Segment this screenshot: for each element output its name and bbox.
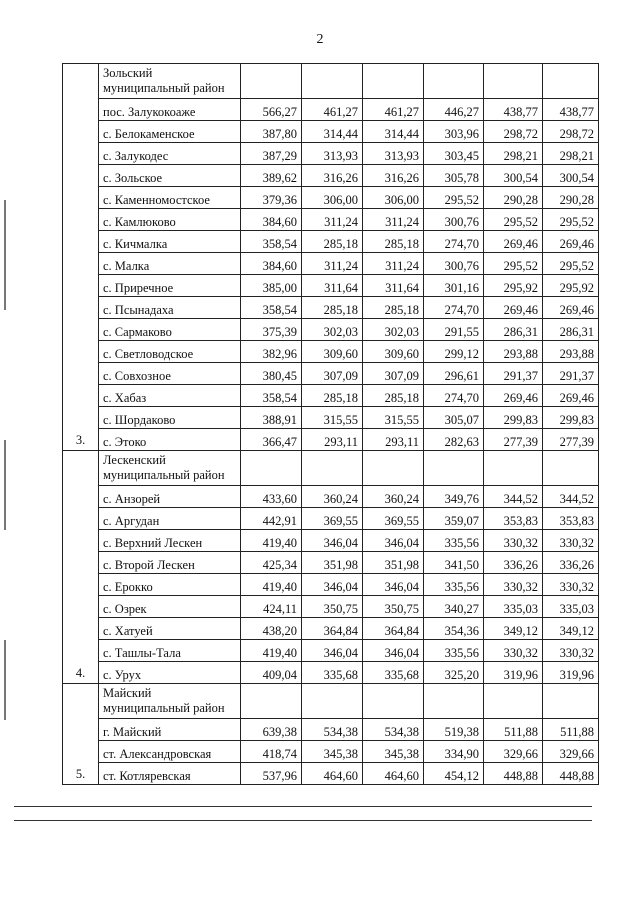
table-row	[63, 143, 599, 165]
tariff-value: 295,92	[484, 275, 543, 297]
tariff-value: 309,60	[302, 341, 363, 363]
tariff-value: 409,04	[241, 662, 302, 684]
tariff-value: 295,52	[484, 209, 543, 231]
section-title: Майский муниципальный район	[99, 684, 241, 719]
tariff-value: 306,00	[302, 187, 363, 209]
tariff-value: 330,32	[543, 574, 599, 596]
tariff-value: 354,36	[424, 618, 484, 640]
tariff-value: 353,83	[543, 508, 599, 530]
settlement-name: с. Этоко	[99, 429, 241, 451]
tariff-value: 269,46	[484, 231, 543, 253]
section-number: 4.	[63, 451, 99, 684]
empty-cell	[484, 64, 543, 99]
empty-cell	[241, 64, 302, 99]
tariff-value: 351,98	[363, 552, 424, 574]
tariff-value: 307,09	[302, 363, 363, 385]
tariff-value: 639,38	[241, 719, 302, 741]
tariff-value: 285,18	[302, 385, 363, 407]
settlement-name: пос. Залукокоаже	[99, 99, 241, 121]
tariff-value: 385,00	[241, 275, 302, 297]
tariff-value: 438,20	[241, 618, 302, 640]
empty-cell	[363, 684, 424, 719]
tariff-value: 330,32	[543, 530, 599, 552]
tariff-value: 448,88	[484, 763, 543, 785]
scan-rule	[14, 820, 592, 821]
tariff-value: 464,60	[363, 763, 424, 785]
table-row	[63, 574, 599, 596]
settlement-name: с. Ташлы-Тала	[99, 640, 241, 662]
tariff-value: 511,88	[543, 719, 599, 741]
tariff-value: 300,76	[424, 209, 484, 231]
tariff-value: 285,18	[363, 297, 424, 319]
tariff-value: 329,66	[543, 741, 599, 763]
tariff-value: 313,93	[302, 143, 363, 165]
settlement-name: г. Майский	[99, 719, 241, 741]
tariff-value: 358,54	[241, 231, 302, 253]
table-row	[63, 341, 599, 363]
tariff-value: 315,55	[302, 407, 363, 429]
table-row	[63, 319, 599, 341]
tariff-value: 380,45	[241, 363, 302, 385]
empty-cell	[424, 684, 484, 719]
tariff-value: 285,18	[363, 385, 424, 407]
tariff-value: 285,18	[302, 231, 363, 253]
settlement-name: ст. Котляревская	[99, 763, 241, 785]
tariff-value: 269,46	[484, 297, 543, 319]
tariff-value: 387,80	[241, 121, 302, 143]
tariff-value: 319,96	[543, 662, 599, 684]
tariff-value: 336,26	[543, 552, 599, 574]
empty-cell	[543, 684, 599, 719]
table-row	[63, 429, 599, 451]
tariff-value: 269,46	[543, 231, 599, 253]
tariff-value: 269,46	[543, 385, 599, 407]
tariff-value: 511,88	[484, 719, 543, 741]
tariff-value: 298,21	[484, 143, 543, 165]
tariff-value: 277,39	[484, 429, 543, 451]
tariff-value: 300,76	[424, 253, 484, 275]
table-row	[63, 231, 599, 253]
empty-cell	[424, 64, 484, 99]
tariff-value: 303,45	[424, 143, 484, 165]
tariff-value: 277,39	[543, 429, 599, 451]
tariff-value: 298,72	[484, 121, 543, 143]
tariff-value: 336,26	[484, 552, 543, 574]
table-row	[63, 719, 599, 741]
tariff-value: 419,40	[241, 574, 302, 596]
table-row	[63, 763, 599, 785]
table-row	[63, 187, 599, 209]
tariff-value: 299,83	[543, 407, 599, 429]
settlement-name: с. Кичмалка	[99, 231, 241, 253]
table-row	[63, 618, 599, 640]
table-row	[63, 121, 599, 143]
tariff-value: 335,68	[363, 662, 424, 684]
empty-cell	[484, 684, 543, 719]
tariff-value: 340,27	[424, 596, 484, 618]
table-row	[63, 407, 599, 429]
tariff-value: 387,29	[241, 143, 302, 165]
tariff-value: 291,37	[484, 363, 543, 385]
tariff-value: 269,46	[484, 385, 543, 407]
settlement-name: с. Зольское	[99, 165, 241, 187]
tariff-value: 274,70	[424, 297, 484, 319]
settlement-name: с. Приречное	[99, 275, 241, 297]
tariff-value: 305,78	[424, 165, 484, 187]
settlement-name: с. Анзорей	[99, 486, 241, 508]
empty-cell	[302, 684, 363, 719]
tariff-value: 298,72	[543, 121, 599, 143]
tariff-value: 335,03	[543, 596, 599, 618]
tariff-value: 311,24	[363, 253, 424, 275]
tariff-value: 353,83	[484, 508, 543, 530]
tariff-value: 314,44	[302, 121, 363, 143]
tariff-value: 285,18	[363, 231, 424, 253]
tariff-value: 293,88	[484, 341, 543, 363]
section-number: 5.	[63, 684, 99, 785]
tariff-value: 360,24	[363, 486, 424, 508]
settlement-name: с. Аргудан	[99, 508, 241, 530]
tariff-value: 345,38	[363, 741, 424, 763]
section-header-row	[63, 684, 599, 719]
tariff-value: 286,31	[484, 319, 543, 341]
section-number: 3.	[63, 64, 99, 451]
empty-cell	[363, 64, 424, 99]
tariff-value: 418,74	[241, 741, 302, 763]
empty-cell	[302, 451, 363, 486]
table-row	[63, 385, 599, 407]
tariff-value: 330,32	[484, 530, 543, 552]
settlement-name: с. Хатуей	[99, 618, 241, 640]
tariff-value: 369,55	[363, 508, 424, 530]
settlement-name: с. Псынадаха	[99, 297, 241, 319]
tariff-value: 335,03	[484, 596, 543, 618]
tariff-value: 384,60	[241, 253, 302, 275]
tariff-value: 285,18	[302, 297, 363, 319]
table-row	[63, 165, 599, 187]
tariff-value: 325,20	[424, 662, 484, 684]
tariff-value: 295,52	[543, 253, 599, 275]
tariff-value: 311,64	[302, 275, 363, 297]
tariff-value: 291,55	[424, 319, 484, 341]
table-row	[63, 640, 599, 662]
tariff-value: 360,24	[302, 486, 363, 508]
empty-cell	[484, 451, 543, 486]
scan-edge-mark	[4, 200, 6, 310]
tariff-value: 335,56	[424, 574, 484, 596]
empty-cell	[543, 64, 599, 99]
settlement-name: с. Светловодское	[99, 341, 241, 363]
tariff-value: 461,27	[363, 99, 424, 121]
tariff-value: 299,83	[484, 407, 543, 429]
tariff-value: 384,60	[241, 209, 302, 231]
tariff-value: 330,32	[484, 640, 543, 662]
tariff-value: 346,04	[363, 640, 424, 662]
tariff-value: 346,04	[302, 574, 363, 596]
tariff-value: 309,60	[363, 341, 424, 363]
empty-cell	[363, 451, 424, 486]
tariff-value: 534,38	[363, 719, 424, 741]
tariff-value: 419,40	[241, 640, 302, 662]
tariff-value: 350,75	[363, 596, 424, 618]
table-row	[63, 209, 599, 231]
settlement-name: с. Совхозное	[99, 363, 241, 385]
tariff-value: 314,44	[363, 121, 424, 143]
tariff-value: 335,56	[424, 530, 484, 552]
tariff-value: 293,88	[543, 341, 599, 363]
tariff-value: 274,70	[424, 231, 484, 253]
table-row	[63, 275, 599, 297]
tariff-value: 389,62	[241, 165, 302, 187]
tariff-value: 366,47	[241, 429, 302, 451]
tariff-value: 382,96	[241, 341, 302, 363]
table-row	[63, 741, 599, 763]
tariff-value: 341,50	[424, 552, 484, 574]
tariff-value: 464,60	[302, 763, 363, 785]
tariff-value: 316,26	[302, 165, 363, 187]
tariff-value: 311,24	[302, 253, 363, 275]
section-title: Лескенский муниципальный район	[99, 451, 241, 486]
settlement-name: с. Второй Лескен	[99, 552, 241, 574]
tariff-value: 433,60	[241, 486, 302, 508]
settlement-name: с. Верхний Лескен	[99, 530, 241, 552]
tariff-value: 537,96	[241, 763, 302, 785]
tariff-value: 334,90	[424, 741, 484, 763]
empty-cell	[302, 64, 363, 99]
tariff-value: 425,34	[241, 552, 302, 574]
settlement-name: с. Шордаково	[99, 407, 241, 429]
settlement-name: с. Залукодес	[99, 143, 241, 165]
tariff-value: 295,52	[424, 187, 484, 209]
table-row	[63, 99, 599, 121]
tariff-value: 315,55	[363, 407, 424, 429]
tariff-value: 307,09	[363, 363, 424, 385]
tariff-value: 349,12	[484, 618, 543, 640]
tariff-value: 300,54	[484, 165, 543, 187]
tariff-value: 438,77	[543, 99, 599, 121]
tariff-value: 358,54	[241, 385, 302, 407]
tariff-value: 346,04	[363, 530, 424, 552]
tariff-value: 302,03	[302, 319, 363, 341]
page-number: 2	[316, 32, 324, 47]
empty-cell	[543, 451, 599, 486]
tariff-value: 330,32	[484, 574, 543, 596]
table-row	[63, 486, 599, 508]
tariff-value: 566,27	[241, 99, 302, 121]
tariff-value: 311,24	[363, 209, 424, 231]
section-header-row	[63, 64, 599, 99]
tariff-value: 311,24	[302, 209, 363, 231]
tariff-value: 302,03	[363, 319, 424, 341]
settlement-name: с. Камлюково	[99, 209, 241, 231]
tariff-value: 319,96	[484, 662, 543, 684]
tariff-value: 424,11	[241, 596, 302, 618]
tariff-value: 295,52	[484, 253, 543, 275]
tariff-value: 369,55	[302, 508, 363, 530]
empty-cell	[424, 451, 484, 486]
tariff-value: 306,00	[363, 187, 424, 209]
tariff-value: 446,27	[424, 99, 484, 121]
tariff-value: 379,36	[241, 187, 302, 209]
tariff-value: 299,12	[424, 341, 484, 363]
section-header-row	[63, 451, 599, 486]
tariff-value: 290,28	[543, 187, 599, 209]
tariff-value: 291,37	[543, 363, 599, 385]
tariff-value: 461,27	[302, 99, 363, 121]
tariff-value: 358,54	[241, 297, 302, 319]
tariff-value: 448,88	[543, 763, 599, 785]
scan-rule	[14, 806, 592, 807]
scan-edge-mark	[4, 440, 6, 530]
tariff-value: 438,77	[484, 99, 543, 121]
table-row	[63, 530, 599, 552]
tariff-value: 454,12	[424, 763, 484, 785]
settlement-name: с. Сармаково	[99, 319, 241, 341]
tariff-value: 335,56	[424, 640, 484, 662]
tariff-value: 311,64	[363, 275, 424, 297]
tariff-value: 293,11	[363, 429, 424, 451]
settlement-name: с. Каменномостское	[99, 187, 241, 209]
tariff-value: 286,31	[543, 319, 599, 341]
tariff-value: 295,92	[543, 275, 599, 297]
tariff-value: 300,54	[543, 165, 599, 187]
settlement-name: ст. Александровская	[99, 741, 241, 763]
settlement-name: с. Ерокко	[99, 574, 241, 596]
settlement-name: с. Озрек	[99, 596, 241, 618]
tariff-value: 364,84	[302, 618, 363, 640]
tariff-value: 282,63	[424, 429, 484, 451]
tariff-value: 295,52	[543, 209, 599, 231]
tariff-value: 375,39	[241, 319, 302, 341]
tariff-value: 359,07	[424, 508, 484, 530]
tariff-value: 349,76	[424, 486, 484, 508]
tariff-value: 269,46	[543, 297, 599, 319]
tariff-value: 335,68	[302, 662, 363, 684]
table-row	[63, 297, 599, 319]
empty-cell	[241, 684, 302, 719]
section-title: Зольский муниципальный район	[99, 64, 241, 99]
tariff-value: 305,07	[424, 407, 484, 429]
tariff-value: 346,04	[302, 530, 363, 552]
tariff-value: 351,98	[302, 552, 363, 574]
tariff-value: 296,61	[424, 363, 484, 385]
tariff-value: 301,16	[424, 275, 484, 297]
table-row	[63, 552, 599, 574]
settlement-name: с. Малка	[99, 253, 241, 275]
settlement-name: с. Хабаз	[99, 385, 241, 407]
table-row	[63, 508, 599, 530]
tariff-table	[62, 63, 599, 785]
table-row	[63, 363, 599, 385]
tariff-value: 313,93	[363, 143, 424, 165]
tariff-value: 442,91	[241, 508, 302, 530]
tariff-value: 344,52	[484, 486, 543, 508]
tariff-value: 346,04	[302, 640, 363, 662]
tariff-value: 349,12	[543, 618, 599, 640]
tariff-value: 329,66	[484, 741, 543, 763]
tariff-value: 274,70	[424, 385, 484, 407]
tariff-value: 293,11	[302, 429, 363, 451]
tariff-value: 330,32	[543, 640, 599, 662]
tariff-value: 534,38	[302, 719, 363, 741]
tariff-value: 303,96	[424, 121, 484, 143]
tariff-value: 346,04	[363, 574, 424, 596]
settlement-name: с. Белокаменское	[99, 121, 241, 143]
tariff-value: 350,75	[302, 596, 363, 618]
tariff-value: 388,91	[241, 407, 302, 429]
tariff-value: 364,84	[363, 618, 424, 640]
tariff-value: 345,38	[302, 741, 363, 763]
tariff-value: 316,26	[363, 165, 424, 187]
tariff-value: 290,28	[484, 187, 543, 209]
tariff-value: 519,38	[424, 719, 484, 741]
table-row	[63, 596, 599, 618]
table-row	[63, 662, 599, 684]
tariff-value: 344,52	[543, 486, 599, 508]
tariff-value: 419,40	[241, 530, 302, 552]
tariff-value: 298,21	[543, 143, 599, 165]
empty-cell	[241, 451, 302, 486]
table-row	[63, 253, 599, 275]
scan-edge-mark	[4, 640, 6, 720]
settlement-name: с. Урух	[99, 662, 241, 684]
